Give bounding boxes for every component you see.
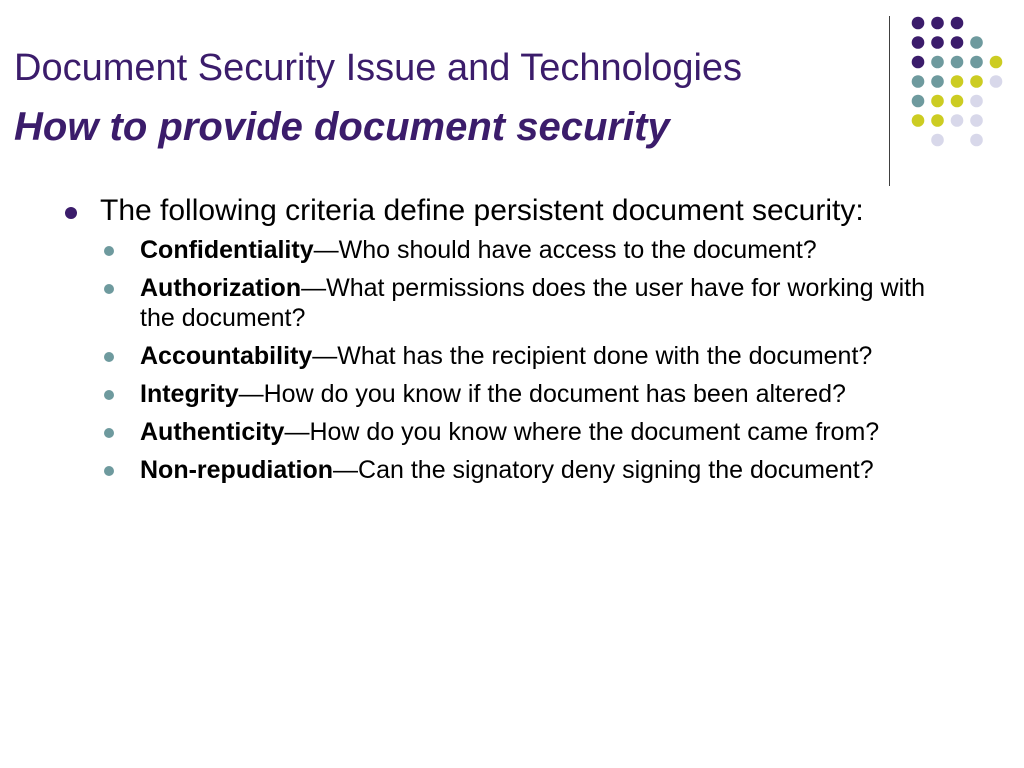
decorative-dot — [990, 56, 1003, 69]
title-divider — [889, 16, 890, 186]
bullet-dot — [104, 466, 114, 476]
decorative-dot — [951, 75, 964, 88]
criteria-description: —Who should have access to the document? — [313, 236, 817, 264]
decorative-dot — [951, 56, 964, 69]
criteria-description: —What has the recipient done with the document? — [312, 342, 873, 370]
decorative-dot — [970, 114, 983, 127]
criteria-item — [100, 455, 962, 485]
decorative-dot — [970, 75, 983, 88]
decorative-dot-grid — [0, 0, 1024, 200]
decorative-dot — [912, 36, 925, 49]
intro-text: The following criteria define persistent document security: — [100, 194, 864, 227]
main-bullet-item — [62, 194, 962, 485]
decorative-dot — [931, 134, 944, 147]
criteria-list — [100, 235, 962, 485]
bullet-dot — [104, 390, 114, 400]
slide-title: Document Security Issue and Technologies — [14, 47, 743, 89]
criteria-description: —How do you know if the document has been altered? — [238, 380, 846, 408]
criteria-description: —How do you know where the document came from? — [284, 418, 880, 446]
criteria-item — [100, 235, 962, 265]
decorative-dot — [931, 75, 944, 88]
decorative-dot — [912, 95, 925, 108]
slide-subtitle: How to provide document security — [14, 105, 670, 149]
criteria-item — [100, 379, 962, 409]
decorative-dot — [951, 95, 964, 108]
criteria-item — [100, 417, 962, 447]
decorative-dot — [990, 75, 1003, 88]
bullet-dot — [104, 428, 114, 438]
decorative-dot — [912, 114, 925, 127]
decorative-dot — [951, 36, 964, 49]
bullet-dot — [104, 352, 114, 362]
decorative-dot — [912, 17, 925, 30]
decorative-dot — [931, 36, 944, 49]
decorative-dot — [931, 56, 944, 69]
criteria-item — [100, 341, 962, 371]
criteria-term: Authenticity — [140, 418, 285, 446]
decorative-dot — [912, 75, 925, 88]
criteria-description: —Can the signatory deny signing the document? — [333, 456, 874, 484]
criteria-item — [100, 273, 962, 333]
criteria-term: Confidentiality — [140, 236, 314, 264]
decorative-dot — [970, 95, 983, 108]
decorative-dot — [912, 56, 925, 69]
decorative-dot — [931, 95, 944, 108]
decorative-dot — [970, 56, 983, 69]
bullet-dot — [65, 207, 77, 219]
decorative-dot — [931, 17, 944, 30]
criteria-term: Non-repudiation — [140, 456, 334, 484]
bullet-list — [62, 194, 962, 493]
criteria-description: —What permissions does the user have for working with the document? — [140, 274, 925, 332]
decorative-dot — [931, 114, 944, 127]
criteria-term: Accountability — [140, 342, 313, 370]
bullet-dot — [104, 246, 114, 256]
decorative-dot — [970, 134, 983, 147]
decorative-dot — [951, 17, 964, 30]
decorative-dot — [970, 36, 983, 49]
criteria-term: Authorization — [140, 274, 302, 302]
bullet-dot — [104, 284, 114, 294]
criteria-term: Integrity — [140, 380, 239, 408]
decorative-dot — [951, 114, 964, 127]
